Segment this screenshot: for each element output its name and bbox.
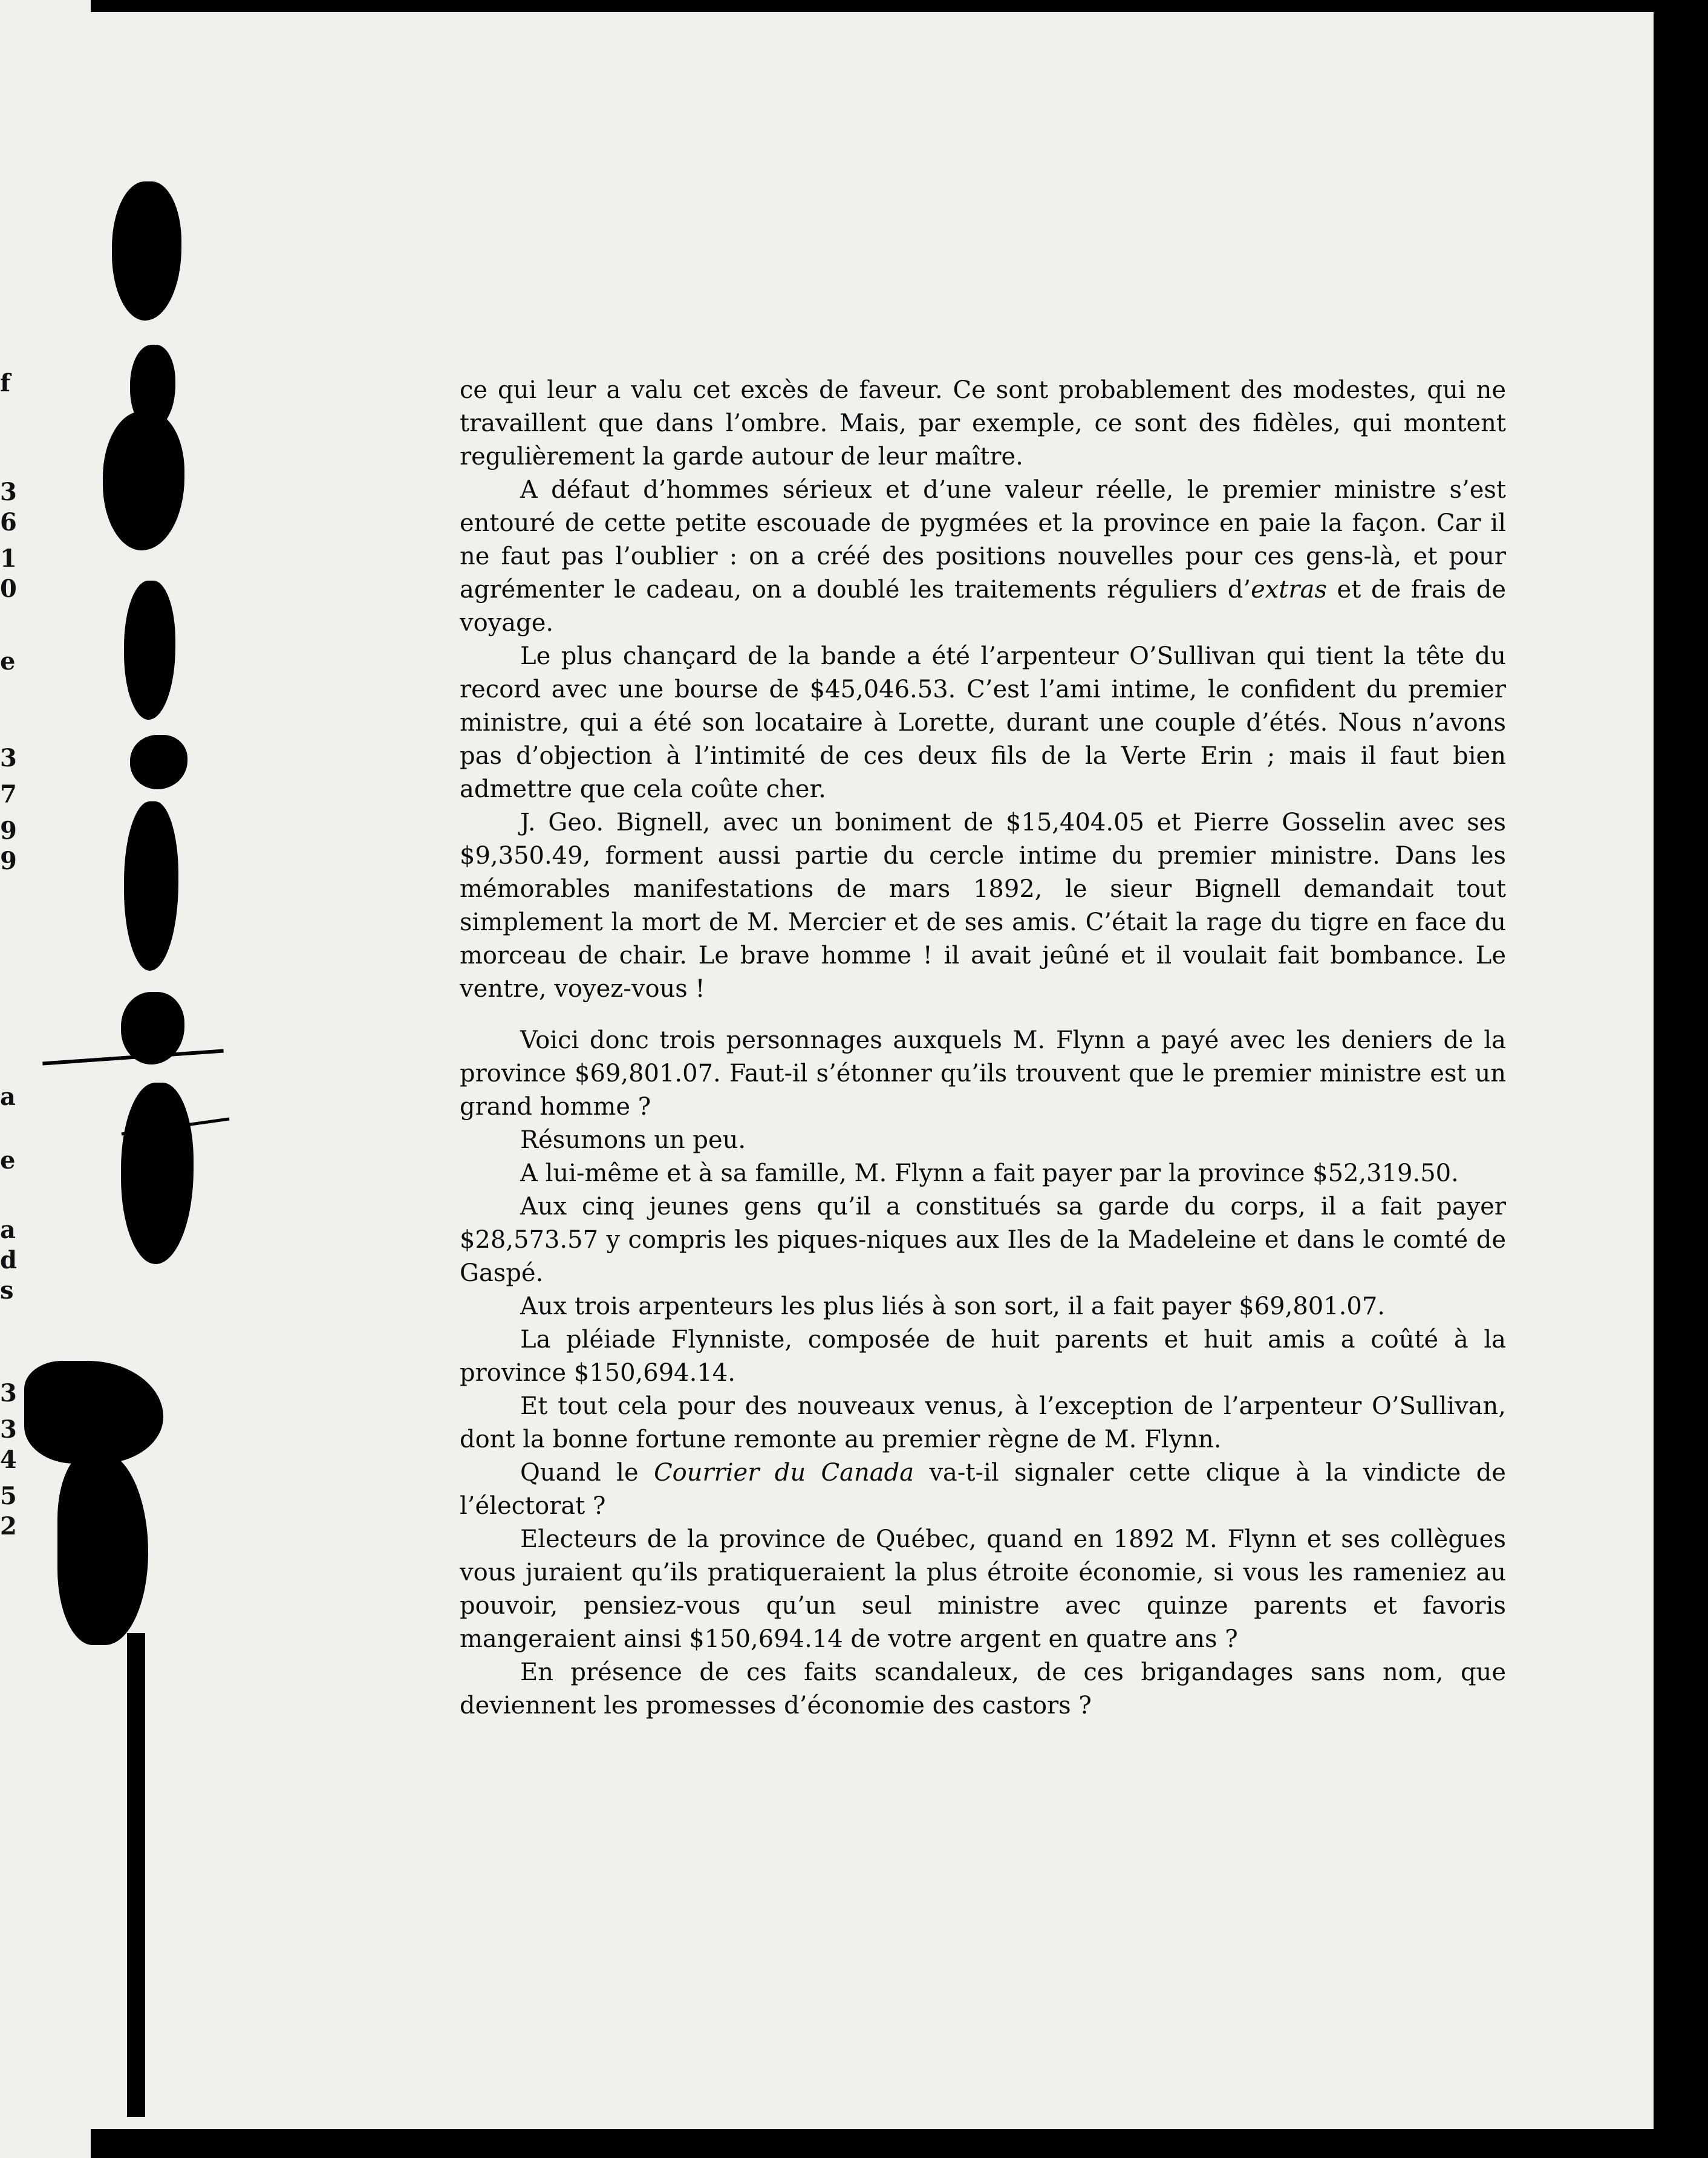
paragraph: En présence de ces faits scandaleux, de ces brigandages sans nom, que deviennent les promesses d’économie des castors ? <box>460 1658 1506 1720</box>
margin-fragment: 1 <box>0 544 17 573</box>
margin-fragment: 3 <box>0 478 17 506</box>
margin-fragment: 3 <box>0 744 17 772</box>
margin-fragment: a <box>0 1216 16 1244</box>
paragraph: Voici donc trois personnages auxquels M. Flynn a payé avec les deniers de la province $69,801.07. Faut-il s’étonner qu’ils trouvent que le premier ministre est un grand homme ? <box>460 1026 1506 1121</box>
margin-fragment: 3 <box>0 1379 17 1407</box>
paragraph: Aux trois arpenteurs les plus liés à son sort, il a fait payer $69,801.07. <box>520 1293 1385 1320</box>
paragraph: ce qui leur a valu cet excès de faveur. Ce sont probablement des modestes, qui ne travaillent que dans l’ombre. Mais, par exemple, ce sont des fidèles, qui montent regulièrement la garde autour de leur maître. <box>460 376 1506 471</box>
margin-fragment: e <box>0 647 16 676</box>
paragraph: Electeurs de la province de Québec, quand en 1892 M. Flynn et ses collègues vous juraient qu’ils pratiqueraient la plus étroite économie, si vous les rameniez au pouvoir, pensiez-vous qu’un seul ministre avec quinze parents et favoris mangeraient ainsi $150,694.14 de votre argent en quatre ans ? <box>460 1525 1506 1653</box>
paragraph: A défaut d’hommes sérieux et d’une valeur réelle, le premier ministre s’est entouré de cette petite escouade de pygmées et la province en paie la façon. Car il ne faut pas l’oublier : on a créé des positions nouvelles pour ces gens-là, et pour agrémenter le cadeau, on a doublé les traitements réguliers d’extras et de frais de voyage. <box>460 476 1506 637</box>
margin-fragment: 5 <box>0 1482 17 1510</box>
paragraph: Aux cinq jeunes gens qu’il a constitués sa garde du corps, il a fait payer $28,573.57 y compris les piques-niques aux Iles de la Madeleine et dans le comté de Gaspé. <box>460 1193 1506 1287</box>
margin-fragment: 6 <box>0 508 17 536</box>
margin-fragment: 0 <box>0 575 17 603</box>
article-text <box>460 374 1506 1723</box>
paragraph: Et tout cela pour des nouveaux venus, à l’exception de l’arpenteur O’Sullivan, dont la bonne fortune remonte au premier règne de M. Flynn. <box>460 1392 1506 1453</box>
paragraph: Le plus chançard de la bande a été l’arpenteur O’Sullivan qui tient la tête du record avec une bourse de $45,046.53. C’est l’ami intime, le confident du premier ministre, qui a été son locataire à Lorette, durant une couple d’étés. Nous n’avons pas d’objection à l’intimité de ces deux fils de la Verte Erin ; mais il faut bien admettre que cela coûte cher. <box>460 642 1506 803</box>
paragraph: J. Geo. Bignell, avec un boniment de $15,404.05 et Pierre Gosselin avec ses $9,350.49, forment aussi partie du cercle intime du premier ministre. Dans les mémorables manifestations de mars 1892, le sieur Bignell demandait tout simplement la mort de M. Mercier et de ses amis. C’était la rage du tigre en face du morceau de chair. Le brave homme ! il avait jeûné et il voulait fait bombance. Le ventre, voyez-vous ! <box>460 809 1506 1003</box>
paragraph: Quand le Courrier du Canada va-t-il signaler cette clique à la vindicte de l’électorat ? <box>460 1459 1506 1520</box>
scan-border <box>1654 0 1708 2158</box>
margin-fragment: a <box>0 1083 16 1111</box>
margin-fragment: s <box>0 1276 14 1305</box>
left-page-fragment <box>0 0 91 2158</box>
binding-crack <box>127 1633 145 2117</box>
margin-fragment: e <box>0 1146 16 1175</box>
margin-fragment: d <box>0 1246 17 1274</box>
paragraph: A lui-même et à sa famille, M. Flynn a fait payer par la province $52,319.50. <box>520 1159 1459 1187</box>
margin-fragment: 3 <box>0 1415 17 1444</box>
margin-fragment: 9 <box>0 817 17 845</box>
paragraph: Résumons un peu. <box>520 1126 746 1154</box>
margin-fragment: 9 <box>0 847 17 875</box>
margin-fragment: 4 <box>0 1446 17 1474</box>
margin-fragment: f <box>0 369 11 397</box>
margin-fragment: 7 <box>0 780 17 809</box>
margin-fragment: 2 <box>0 1512 17 1540</box>
paragraph: La pléiade Flynniste, composée de huit parents et huit amis a coûté à la province $150,694.14. <box>460 1326 1506 1387</box>
